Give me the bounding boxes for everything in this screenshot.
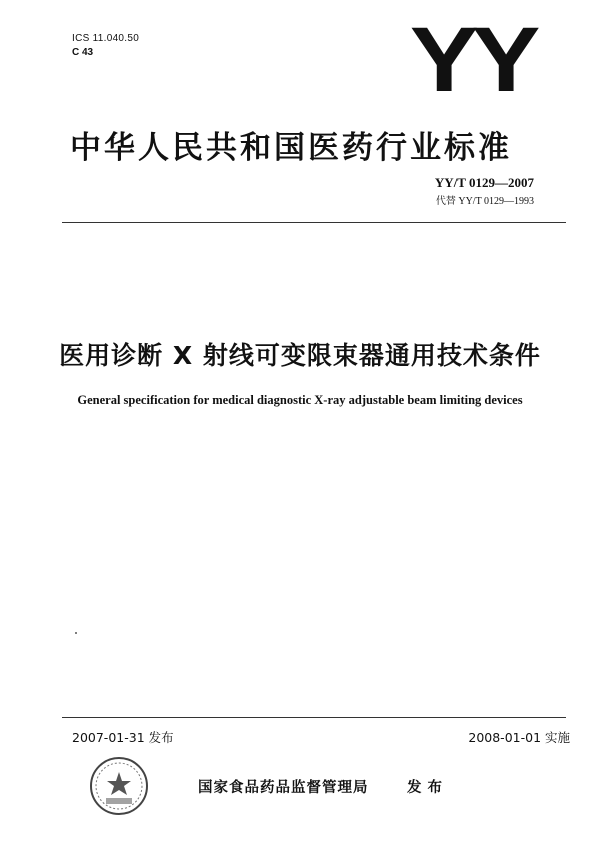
organization-title: 中华人民共和国医药行业标准	[70, 130, 512, 166]
replaces-standard: 代替 YY/T 0129—1993	[435, 196, 534, 207]
bottom-divider	[62, 717, 566, 718]
ics-code: ICS 11.040.50	[72, 33, 140, 44]
issue-date: 2007-01-31 发布	[72, 730, 174, 745]
english-title: General specification for medical diagnostic X-ray adjustable beam limiting devices	[77, 393, 523, 407]
issuer-action: 发布	[407, 780, 448, 796]
official-seal-stamp	[88, 755, 150, 817]
implementation-date: 2008-01-01 实施	[468, 730, 570, 745]
standard-number: YY/T 0129—2007	[434, 175, 534, 190]
chinese-title: 医用诊断 X 射线可变限束器通用技术条件	[59, 341, 541, 370]
speck-mark	[75, 632, 77, 634]
ccs-code: C 43	[72, 47, 94, 58]
top-divider	[62, 222, 566, 223]
yy-logo: YY	[409, 9, 534, 111]
issuer-name: 国家食品药品监督管理局	[198, 780, 369, 796]
